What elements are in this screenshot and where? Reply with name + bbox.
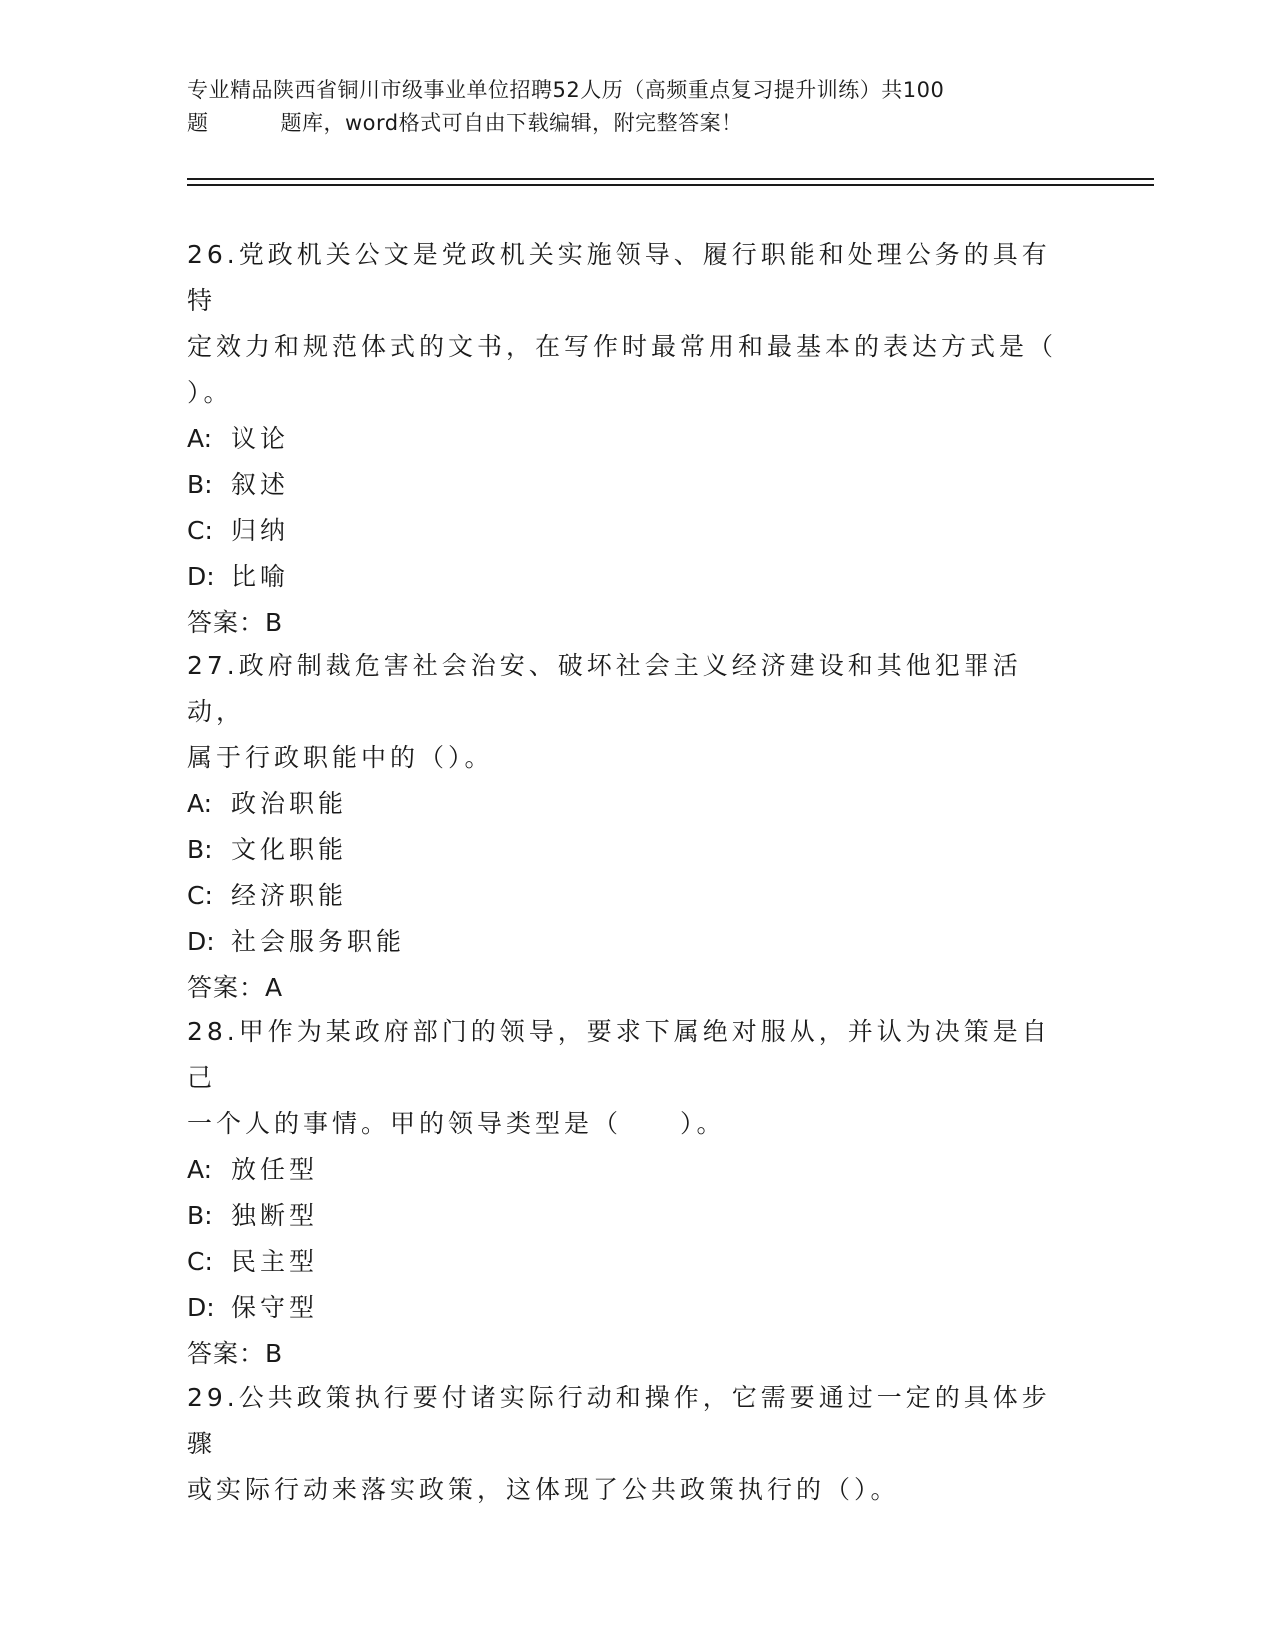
option-text: 叙述 [231, 470, 290, 499]
option-c [187, 508, 1067, 554]
option-c [187, 1239, 1067, 1285]
answer-line: 答案：B [187, 608, 284, 637]
header-divider-top [187, 178, 1154, 180]
question-stem-line: 26.党政机关公文是党政机关实施领导、履行职能和处理公务的具有特 [187, 240, 1051, 315]
question-28 [187, 1009, 1067, 1377]
question-29 [187, 1375, 1067, 1513]
option-letter: B: [187, 835, 213, 864]
option-text: 民主型 [231, 1247, 319, 1276]
question-stem [187, 1009, 1067, 1147]
option-text: 经济职能 [231, 881, 348, 910]
option-text: 归纳 [231, 516, 290, 545]
question-stem-line: 28.甲作为某政府部门的领导，要求下属绝对服从，并认为决策是自己 [187, 1017, 1051, 1092]
option-letter: D: [187, 1293, 215, 1322]
option-b [187, 827, 1067, 873]
question-stem [187, 1375, 1067, 1513]
option-letter: D: [187, 562, 215, 591]
option-b [187, 1193, 1067, 1239]
option-letter: A: [187, 424, 213, 453]
option-d [187, 554, 1067, 600]
option-a [187, 1147, 1067, 1193]
option-text: 比喻 [231, 562, 290, 591]
question-27 [187, 643, 1067, 1011]
question-stem-line: 27.政府制裁危害社会治安、破坏社会主义经济建设和其他犯罪活动， [187, 651, 1022, 726]
option-text: 政治职能 [231, 789, 348, 818]
option-a [187, 416, 1067, 462]
question-26 [187, 232, 1067, 646]
answer-line: 答案：B [187, 1339, 284, 1368]
question-stem-line: 一个人的事情。甲的领导类型是（ ）。 [187, 1109, 726, 1138]
question-stem-line: 定效力和规范体式的文书，在写作时最常用和最基本的表达方式是（ [187, 332, 1058, 361]
option-letter: B: [187, 470, 213, 499]
answer-line: 答案：A [187, 973, 284, 1002]
question-stem [187, 643, 1067, 781]
option-b [187, 462, 1067, 508]
header-subtitle-prefix: 题 [187, 111, 209, 135]
option-d [187, 919, 1067, 965]
option-text: 放任型 [231, 1155, 319, 1184]
header-title-line: 专业精品陕西省铜川市级事业单位招聘52人历（高频重点复习提升训练）共100 [187, 78, 945, 102]
header-subtitle-text: 题库，word格式可自由下载编辑，附完整答案！ [280, 111, 743, 135]
option-c [187, 873, 1067, 919]
option-d [187, 1285, 1067, 1331]
option-letter: D: [187, 927, 215, 956]
header-divider-bottom [187, 184, 1154, 186]
option-letter: A: [187, 789, 213, 818]
option-text: 独断型 [231, 1201, 319, 1230]
option-text: 文化职能 [231, 835, 348, 864]
option-text: 保守型 [231, 1293, 319, 1322]
option-text: 社会服务职能 [231, 927, 406, 956]
document-header [187, 74, 1087, 140]
question-stem-line: 或实际行动来落实政策，这体现了公共政策执行的（）。 [187, 1475, 900, 1504]
option-letter: C: [187, 881, 213, 910]
option-letter: C: [187, 516, 213, 545]
option-letter: A: [187, 1155, 213, 1184]
question-stem [187, 232, 1067, 416]
question-stem-line: 属于行政职能中的（）。 [187, 743, 494, 772]
question-stem-line: ）。 [187, 378, 233, 407]
question-stem-line: 29.公共政策执行要付诸实际行动和操作，它需要通过一定的具体步骤 [187, 1383, 1051, 1458]
option-text: 议论 [231, 424, 290, 453]
header-subtitle-line [187, 107, 1087, 140]
option-a [187, 781, 1067, 827]
option-letter: B: [187, 1201, 213, 1230]
option-letter: C: [187, 1247, 213, 1276]
